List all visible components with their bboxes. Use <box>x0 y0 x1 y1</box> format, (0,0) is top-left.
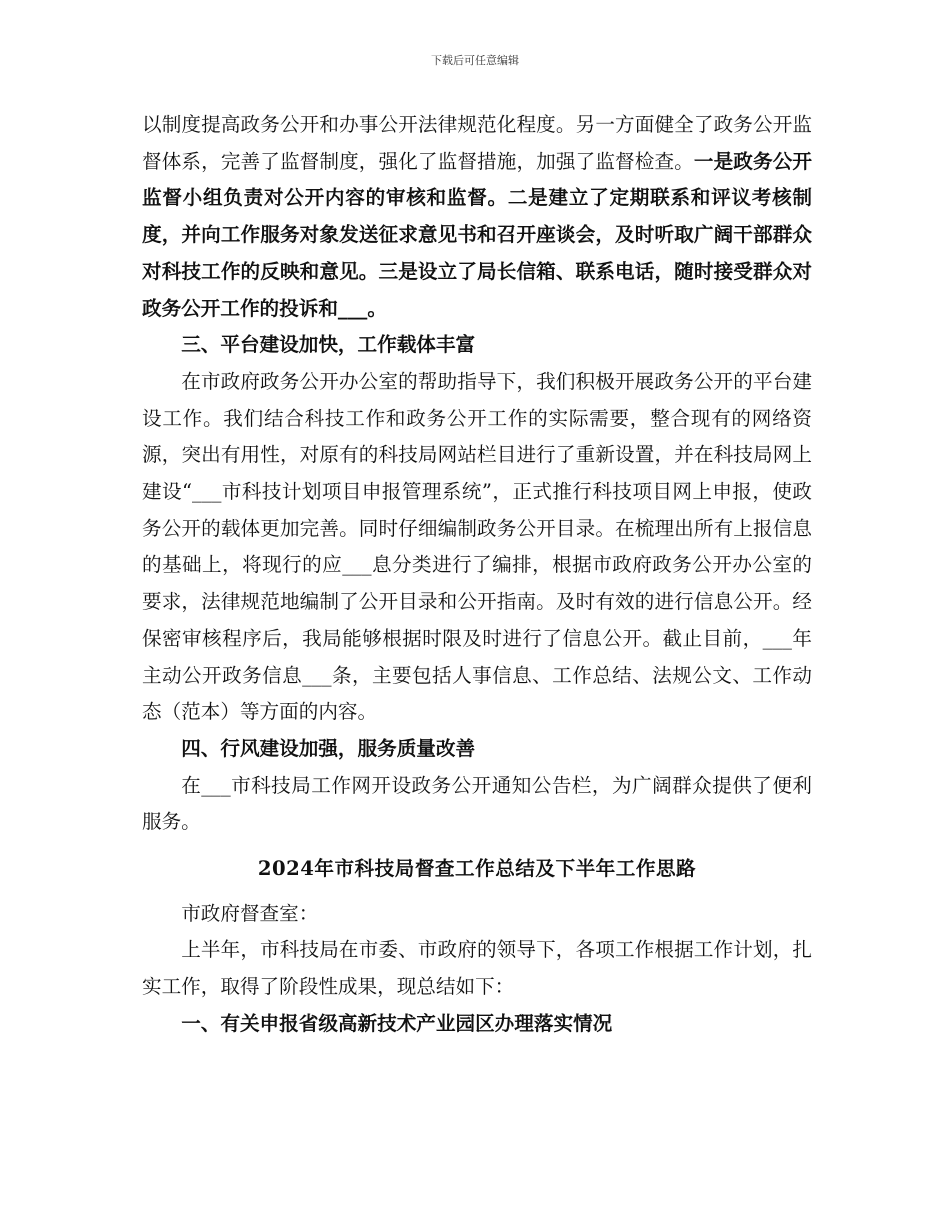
paragraph-supervision-normal: 以制度提高政务公开和办事公开法律规范化程度。另一方面健全了政务公开监督体系，完善了监督制度，强化了监督措施，加强了监督检查。 <box>142 113 812 173</box>
paragraph-conduct: 在___市科技局工作网开设政务公开通知公告栏，为广阔群众提供了便利服务。 <box>142 773 812 834</box>
paragraph-supervision-bold: 一是政务公开监督小组负责对公开内容的审核和监督。二是建立了定期联系和评议考核制度，并向工作服务对象发送征求意见书和召开座谈会，及时听取广阔干部群众对科技工作的反映和意见。三是设立了局长信箱、联系电话，随时接受群众对政务公开工作的投诉和___。 <box>142 149 812 320</box>
document-title: 2024年市科技局督查工作总结及下半年工作思路 <box>257 857 697 881</box>
page-header: 下载后可任意编辑 <box>431 54 519 67</box>
paragraph-intro: 上半年，市科技局在市委、市政府的领导下，各项工作根据工作计划，扎实工作，取得了阶段性成果，现总结如下： <box>142 938 812 999</box>
document-body <box>142 107 812 1043</box>
paragraph-platform: 在市政府政务公开办公室的帮助指导下，我们积极开展政务公开的平台建设工作。我们结合科技工作和政务公开工作的实际需要，整合现有的网络资源，突出有用性，对原有的科技局网站栏目进行了重新设置，并在科技局网上建设“___市科技计划项目申报管理系统”，正式推行科技项目网上申报，使政务公开的载体更加完善。同时仔细编制政务公开目录。在梳理出所有上报信息的基础上，将现行的应___息分类进行了编排，根据市政府政务公开办公室的要求，法律规范地编制了公开目录和公开指南。及时有效的进行信息公开。经保密审核程序后，我局能够根据时限及时进行了信息公开。截止目前，___年主动公开政务信息___条，主要包括人事信息、工作总结、法规公文、工作动态（范本）等方面的内容。 <box>142 369 812 724</box>
section-heading-park: 一、有关申报省级高新技术产业园区办理落实情况 <box>181 1011 613 1035</box>
salutation: 市政府督查室： <box>181 901 319 925</box>
section-heading-conduct: 四、行风建设加强，服务质量改善 <box>181 736 476 760</box>
paragraph-supervision <box>142 107 812 327</box>
section-heading-platform: 三、平台建设加快，工作载体丰富 <box>181 333 476 357</box>
